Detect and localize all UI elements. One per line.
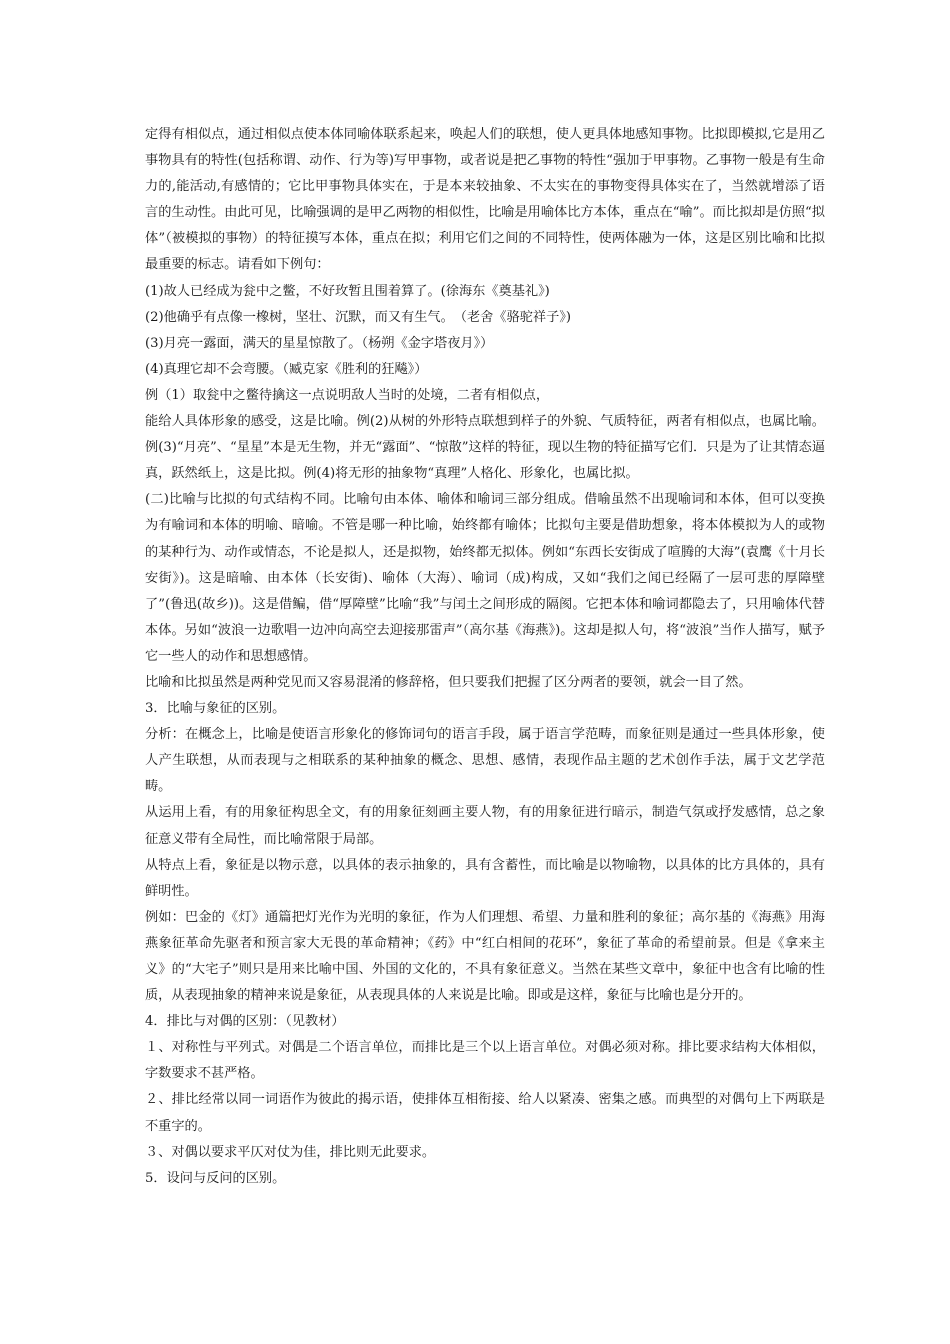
paragraph-conclusion: 比喻和比拟虽然是两种党见而又容易混淆的修辞格，但只要我们把握了区分两者的要领，就会一目了然。	[145, 674, 752, 690]
paragraph-simile-vs-personification-intro: 定得有相似点，通过相似点使本体同喻体联系起来，唤起人们的联想，使人更具体地感知事物。比拟即模拟,它是用乙事物具有的特性(包括称谓、动作、行为等)写甲事物，或者说是把乙事物的特性“强加于甲事物。乙事物一般是有生命力的,能活动,有感情的；它比甲事物具体实在，于是本来较抽象、不太实在的事物变得具体实在了，当然就增添了语言的生动性。由此可见，比喻强调的是甲乙两物的相似性，比喻是用喻体比方本体，重点在“喻”。而比拟却是仿照“拟体”（被模拟的事物）的特征摸写本体，重点在拟；利用它们之间的不同特性，使两体融为一体，这是区别比喻和比拟最重要的标志。请看如下例句：	[145, 127, 825, 273]
example-sentence-3: (3)月亮一露面，满天的星星惊散了。（杨朔《金字塔夜月》）	[145, 335, 494, 351]
list-item-3: ３、对偶以要求平仄对仗为佳，排比则无此要求。	[145, 1144, 436, 1160]
paragraph-sentence-structure: (二)比喻与比拟的句式结构不同。比喻句由本体、喻体和喻词三部分组成。借喻虽然不出现喻词和本体，但可以变换为有喻词和本体的明喻、暗喻。不管是哪一种比喻，始终都有喻体；比拟句主要是借助想象，将本体模拟为人的或物的某种行为、动作或情态，不论是拟人，还是拟物，始终都无拟体。例如“东西长安街成了喧腾的大海”(袁鹰《十月长安街》)。这是暗喻、由本体（长安街)、喻体（大海）、喻词（成)构成，又如“我们之闻已经隔了一层可悲的厚障壁了”(鲁迅(故乡))。这是借鳊，借“厚障壁”比喻“我”与闰土之间形成的隔阂。它把本体和喻词都隐去了，只用喻体代替本体。另如“波浪一边歌唱一边冲向高空去迎接那雷声”（高尔基《海燕》)。这却是拟人句，将“波浪”当作人描写，赋予它一些人的动作和思想感情。	[145, 492, 825, 664]
section-heading-3: 3．比喻与象征的区别。	[145, 701, 286, 717]
list-item-1: １、对称性与平列式。对偶是二个语言单位，而排比是三个以上语言单位。对偶必须对称。排比要求结构大体相似，字数要求不甚严格。	[145, 1040, 825, 1082]
section-heading-5: 5．设问与反问的区别。	[145, 1170, 286, 1186]
document-body	[145, 122, 825, 1192]
paragraph-concept-analysis: 分析：在概念上，比喻是使语言形象化的修饰词句的语言手段，属于语言学范畴，而象征则是通过一些具体形象，使人产生联想，从而表现与之相联系的某种抽象的概念、思想、感情，表现作品主题的艺术创作手法，属于文艺学范畴。	[145, 727, 825, 795]
paragraph-example-analysis: 能给人具体形象的感受，这是比喻。例(2)从树的外形特点联想到样子的外貌、气质特征，两者有相似点，也属比喻。例(3)“月亮”、“星星”本是无生物，并无“露面”、“惊散”这样的特征，现以生物的特征描写它们．只是为了让其情态逼真，跃然纸上，这是比拟。例(4)将无形的抽象物“真理”人格化、形象化，也属比拟。	[145, 414, 825, 482]
paragraph-feature-analysis: 从特点上看，象征是以物示意，以具体的表示抽象的，具有含蓄性，而比喻是以物喻物，以具体的比方具体的，具有鲜明性。	[145, 857, 825, 899]
section-heading-4: 4．排比与对偶的区别：（见教材）	[145, 1014, 345, 1030]
paragraph-example-analysis-start: 例（1）取瓮中之鳖待擒这一点说明敌人当时的处境，二者有相似点，	[145, 387, 550, 403]
paragraph-usage-analysis: 从运用上看，有的用象征构思全文，有的用象征刻画主要人物，有的用象征进行暗示，制造气氛或抒发感情，总之象征意义带有全局性，而比喻常限于局部。	[145, 805, 825, 847]
list-item-2: ２、排比经常以同一词语作为彼此的揭示语，使排体互相衔接、给人以紧凑、密集之感。而典型的对偶句上下两联是不重字的。	[145, 1092, 825, 1134]
example-sentence-1: (1)故人已经成为瓮中之鳖，不好玫暂且围着算了。(徐海东《奠基礼》)	[145, 283, 550, 299]
example-sentence-2: (2)他确乎有点像一橡树，坚壮、沉默，而又有生气。 （老舍《骆驼祥子》)	[145, 309, 572, 325]
example-sentence-4: (4)真理它却不会弯腰。（臧克家《胜利的狂飚》）	[145, 361, 428, 377]
paragraph-symbol-examples: 例如：巴金的《灯》通篇把灯光作为光明的象征，作为人们理想、希望、力量和胜利的象征；高尔基的《海燕》用海燕象征革命先驱者和预言家大无畏的革命精神；《药》中“红白相间的花环”，象征了革命的希望前景。但是《拿来主义》的“大宅子”则只是用来比喻中国、外国的文化的，不具有象征意义。当然在某些文章中，象征中也含有比喻的性质，从表现抽象的精神来说是象征，从表现具体的人来说是比喻。即或是这样，象征与比喻也是分开的。	[145, 909, 825, 1004]
